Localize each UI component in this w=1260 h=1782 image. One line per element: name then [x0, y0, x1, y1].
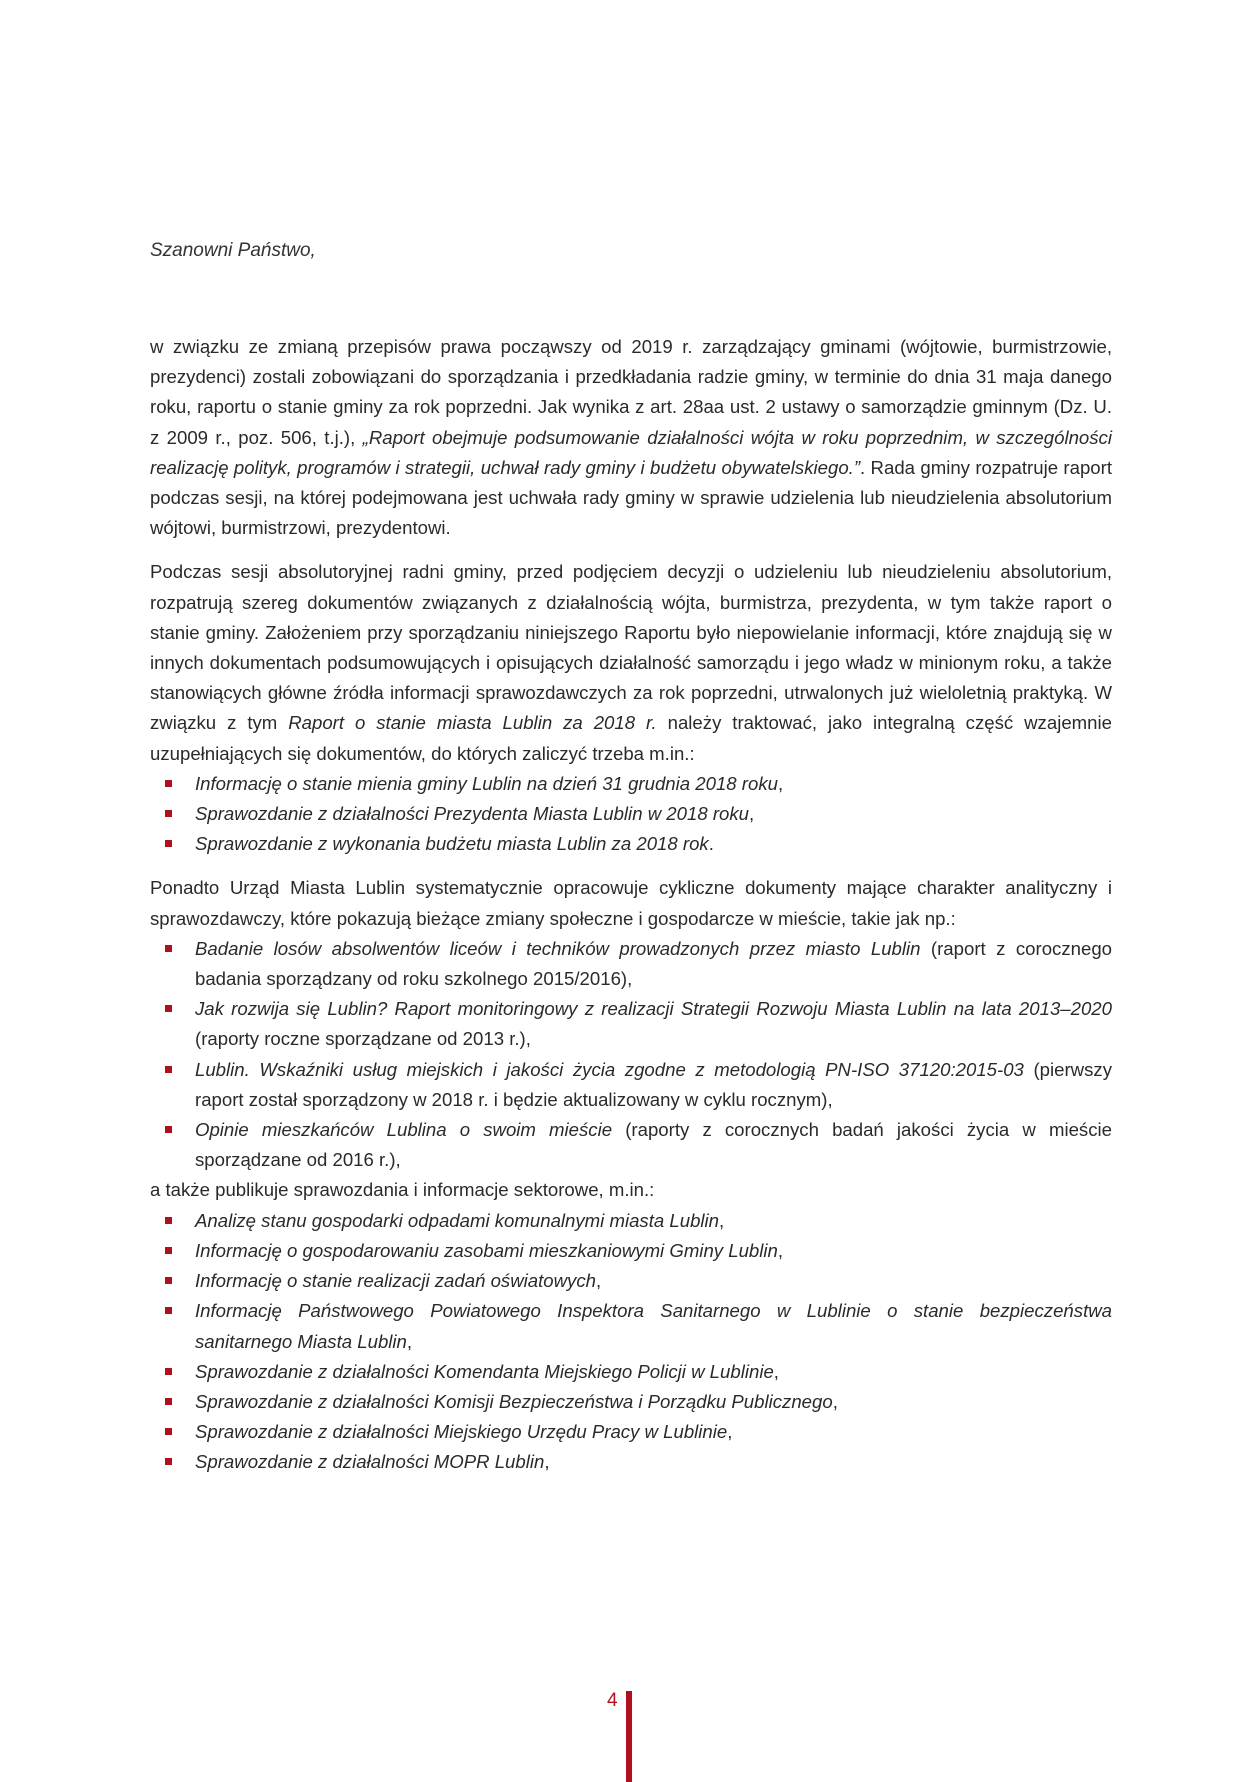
list-item [150, 1115, 1112, 1175]
list-item-title: Informację o stanie mienia gminy Lublin na dzień 31 grudnia 2018 roku [195, 772, 778, 794]
list-item [150, 769, 1112, 799]
bullet-icon [165, 1307, 172, 1314]
list-item [150, 994, 1112, 1054]
list-item-text: , [727, 1421, 733, 1443]
paragraph-intro-text-end: . Rada gminy rozpatruje raport podczas sesji, na której podejmowana jest uchwała rady gminy w sprawie udzielenia lub nieudzielenia absolutorium wójtowi, burmistrzowi, prezydentowi. [150, 456, 1112, 539]
list-item-title: Informację o gospodarowaniu zasobami mieszkaniowymi Gminy Lublin [195, 1239, 778, 1261]
paragraph-intro [150, 332, 1112, 543]
paragraph-intro-text: w związku ze zmianą przepisów prawa począwszy od 2019 r. zarządzający gminami (wójtowie, burmistrzowie, prezydenci) zostali zobowiązani do sporządzania i przedkładania radzie gminy, w terminie do dnia 31 maja danego roku, raportu o stanie gminy za rok poprzedni. Jak wynika z art. 28aa ust. 2 ustawy o samorządzie gminnym (Dz. U. z 2009 r., poz. 506, t.j.), [150, 336, 1112, 448]
paragraph-sectoral: a także publikuje sprawozdania i informacje sektorowe, m.in.: [150, 1179, 655, 1201]
report-title: Raport o stanie miasta Lublin za 2018 r. [288, 712, 657, 734]
list-item-title: Badanie losów absolwentów liceów i techników prowadzonych przez miasto Lublin [195, 937, 921, 959]
list-item-text: , [777, 1239, 784, 1261]
bullet-icon [165, 1458, 172, 1465]
bullet-icon [165, 1277, 172, 1284]
list-item-text: (raport z corocznego badania sporządzany od roku szkolnego 2015/2016), [195, 937, 1112, 990]
list-item [150, 1266, 1112, 1296]
paragraph-session-text-end: należy traktować, jako integralną część wzajemnie uzupełniających się dokumentów, do których zaliczyć trzeba m.in.: [150, 712, 1112, 764]
list-item-title: Lublin. Wskaźniki usług miejskich i jakości życia zgodne z metodologią PN-ISO 37120:2015-03 [195, 1058, 1024, 1080]
list-item [150, 1357, 1112, 1387]
list-item [150, 799, 1112, 829]
bullet-icon [165, 1398, 172, 1405]
greeting: Szanowni Państwo, [150, 240, 316, 261]
list-item-text: (pierwszy raport został sporządzony w 2018 r. i będzie aktualizowany w cyklu rocznym), [195, 1058, 1112, 1110]
list-item [150, 1296, 1112, 1356]
bullet-icon [165, 1066, 172, 1073]
list-item-text: , [749, 803, 755, 825]
paragraph-session-text: Podczas sesji absolutoryjnej radni gminy, przed podjęciem decyzji o udzieleniu lub nieudzieleniu absolutorium, rozpatrują szereg dokumentów związanych z działalnością wójta, burmistrza, prezydenta, w tym także raport o stanie gminy. Założeniem przy sporządzaniu niniejszego Raportu było niepowielanie informacji, które znajdują się w innych dokumentach podsumowujących i opisujących działalność samorządu i jego władz w minionym roku, a także stanowiących główne źródła informacji sprawozdawczych za rok poprzedni, utrwalonych już wieloletnią praktyką. W związku z tym [150, 561, 1112, 734]
list-item-text: , [832, 1390, 838, 1412]
bullet-icon [165, 945, 172, 952]
bullet-icon [165, 780, 172, 787]
bullet-icon [165, 810, 172, 817]
list-item [150, 1055, 1112, 1115]
list-item [150, 1236, 1112, 1266]
list-item-text: , [406, 1330, 413, 1352]
list-item-title: Sprawozdanie z działalności Prezydenta Miasta Lublin w 2018 roku [195, 803, 749, 825]
list-item [150, 1387, 1112, 1417]
bullet-icon [165, 1217, 172, 1224]
list-item-text: , [596, 1270, 602, 1292]
bullet-icon [165, 1368, 172, 1375]
list-item-text: . [708, 833, 714, 855]
bullet-icon [165, 1005, 172, 1012]
list-item-title: Analizę stanu gospodarki odpadami komunalnymi miasta Lublin [195, 1209, 720, 1231]
bullet-icon [165, 1247, 172, 1254]
statute-quote: „Raport obejmuje podsumowanie działalności wójta w roku poprzednim, w szczególności realizację polityk, programów i strategii, uchwał rady gminy i budżetu obywatelskiego.” [150, 426, 1112, 478]
list-item-title: Informację Państwowego Powiatowego Inspektora Sanitarnego w Lublinie o stanie bezpieczeństwa sanitarnego Miasta Lublin [195, 1300, 1112, 1352]
list-item-title: Sprawozdanie z wykonania budżetu miasta Lublin za 2018 rok [195, 833, 709, 855]
page-number: 4 [607, 1690, 618, 1711]
list-item-text: (raporty z corocznych badań jakości życia w mieście sporządzane od 2016 r.), [195, 1119, 1112, 1171]
list-item-title: Opinie mieszkańców Lublina o swoim mieście [195, 1119, 613, 1141]
list-item-text: , [773, 1360, 779, 1382]
bullet-icon [165, 840, 172, 847]
list-item-title: Sprawozdanie z działalności MOPR Lublin [195, 1451, 545, 1473]
list-item-text: , [544, 1451, 550, 1473]
paragraph-cyclic: Ponadto Urząd Miasta Lublin systematycznie opracowuje cykliczne dokumenty mające charakter analityczny i sprawozdawczy, które pokazują bieżące zmiany społeczne i gospodarcze w mieście, takie jak np.: [150, 877, 1112, 929]
list-item-title: Sprawozdanie z działalności Komendanta Miejskiego Policji w Lublinie [195, 1360, 774, 1382]
document-list-sectoral [150, 1206, 1112, 1478]
list-item-title: Sprawozdanie z działalności Komisji Bezpieczeństwa i Porządku Publicznego [195, 1390, 833, 1412]
list-item [150, 934, 1112, 994]
paragraph-session [150, 557, 1112, 768]
list-item-title: Sprawozdanie z działalności Miejskiego Urzędu Pracy w Lublinie [195, 1421, 728, 1443]
list-item [150, 1447, 1112, 1477]
list-item-text: , [719, 1209, 725, 1231]
list-item-text: , [777, 772, 784, 794]
footer-accent-bar [626, 1691, 632, 1782]
list-item [150, 1417, 1112, 1447]
list-item-title: Informację o stanie realizacji zadań oświatowych [195, 1270, 596, 1292]
document-list-cyclic [150, 934, 1112, 1176]
list-item-title: Jak rozwija się Lublin? Raport monitoringowy z realizacji Strategii Rozwoju Miasta Lublin na lata 2013–2020 [195, 998, 1112, 1020]
body-content [150, 332, 1112, 1492]
list-item [150, 829, 1112, 859]
bullet-icon [165, 1126, 172, 1133]
list-item [150, 1206, 1112, 1236]
bullet-icon [165, 1428, 172, 1435]
list-item-text: (raporty roczne sporządzane od 2013 r.), [195, 1028, 531, 1050]
document-list-core [150, 769, 1112, 860]
